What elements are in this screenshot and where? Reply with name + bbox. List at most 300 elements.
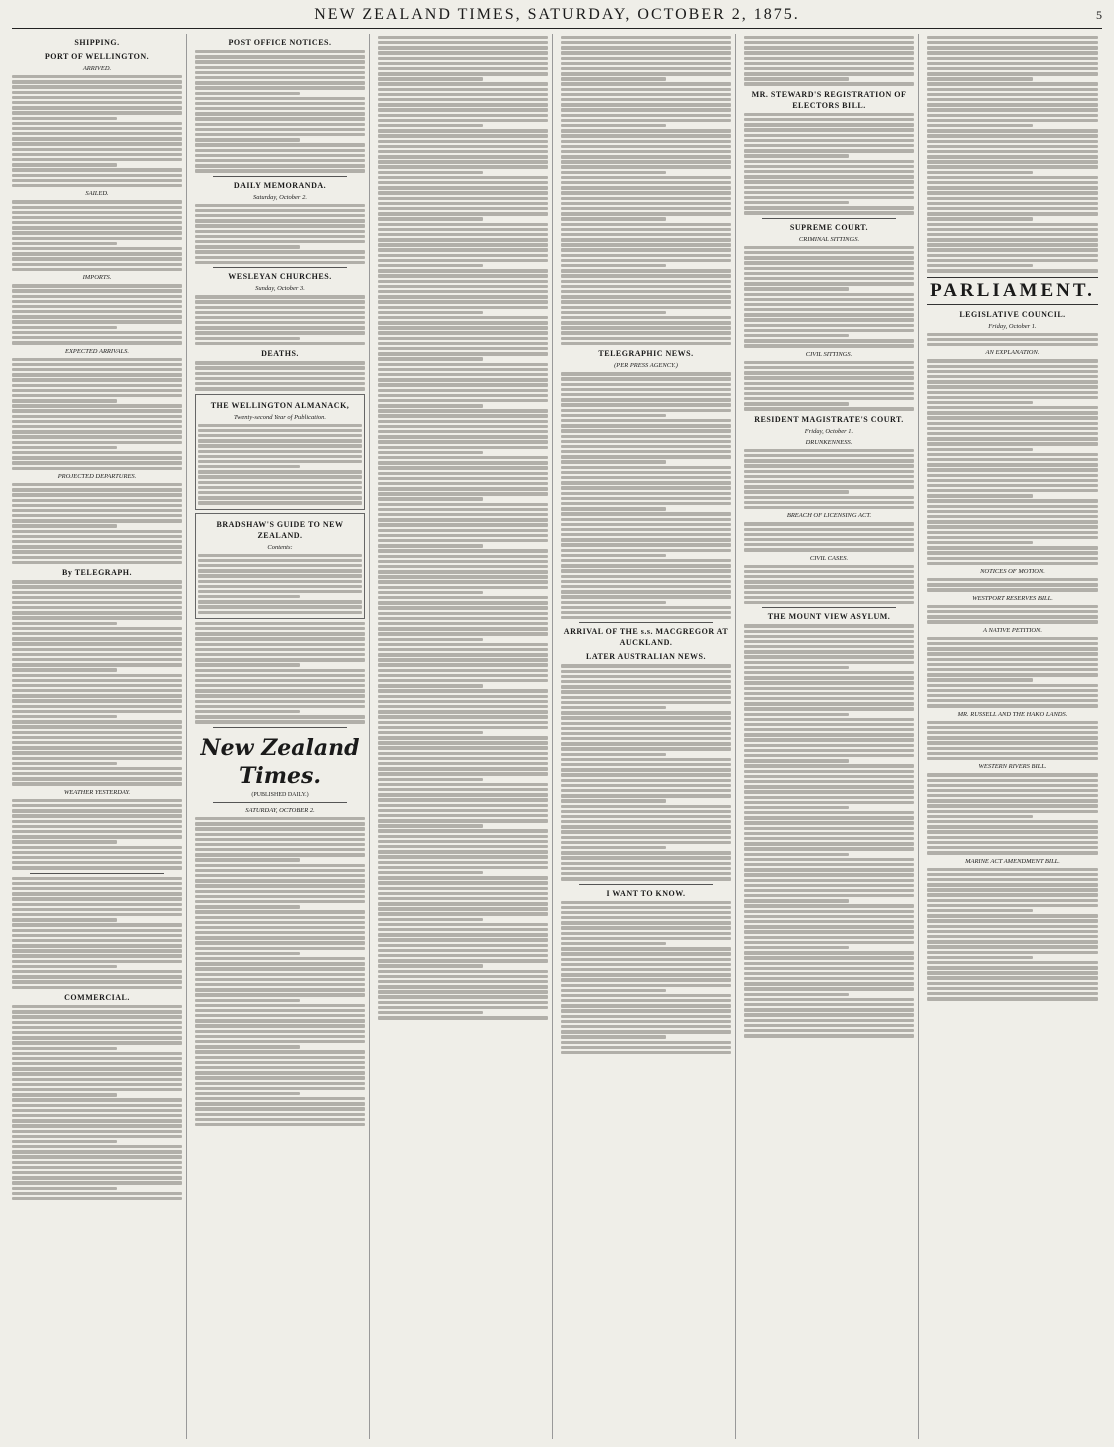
text-line — [378, 440, 548, 443]
text-line — [195, 50, 365, 53]
text-line — [744, 256, 914, 259]
text-line — [927, 741, 1098, 744]
text-line — [744, 998, 914, 1001]
text-line — [561, 569, 731, 572]
text-line — [195, 1024, 365, 1027]
text-line — [378, 51, 548, 54]
text-line — [12, 767, 182, 770]
text-line — [744, 728, 914, 731]
column-heading: SHIPPING. — [74, 38, 120, 47]
text-line — [561, 424, 731, 427]
text-line — [744, 650, 914, 653]
text-line — [744, 490, 849, 493]
text-line — [195, 1076, 365, 1079]
text-line — [561, 543, 731, 546]
text-line — [195, 926, 365, 929]
text-line — [12, 856, 182, 859]
text-line — [195, 245, 300, 248]
text-line — [12, 117, 117, 120]
text-line — [561, 554, 666, 557]
text-line — [744, 77, 849, 80]
text-line — [195, 884, 365, 887]
text-line — [378, 207, 548, 210]
text-line — [561, 383, 731, 386]
text-line — [378, 497, 483, 500]
column-4 — [561, 34, 736, 1439]
text-line — [12, 226, 182, 229]
text-line — [12, 289, 182, 292]
text-line — [378, 881, 548, 884]
illegible-body-text — [927, 578, 1098, 592]
text-line — [195, 848, 365, 851]
text-line — [198, 481, 362, 484]
text-line — [744, 749, 914, 752]
text-line — [378, 705, 548, 708]
text-line — [927, 888, 1098, 891]
text-line — [927, 883, 1098, 886]
text-line — [561, 176, 731, 179]
text-line — [927, 971, 1098, 974]
illegible-body-text — [198, 554, 362, 614]
text-line — [378, 72, 548, 75]
text-line — [198, 450, 362, 453]
text-line — [927, 899, 1098, 902]
text-line — [12, 305, 182, 308]
text-line — [744, 339, 914, 342]
text-line — [561, 150, 731, 153]
text-line — [927, 893, 1098, 896]
text-line — [12, 158, 182, 161]
text-line — [378, 337, 548, 340]
text-line — [561, 57, 731, 60]
text-line — [744, 806, 849, 809]
text-line — [744, 770, 914, 773]
text-line — [561, 701, 731, 704]
text-line — [927, 699, 1098, 702]
text-line — [744, 972, 914, 975]
text-line — [12, 221, 182, 224]
text-line — [744, 459, 914, 462]
text-line — [561, 306, 731, 309]
text-line — [378, 425, 548, 428]
text-line — [744, 733, 914, 736]
text-line — [927, 610, 1098, 613]
text-line — [378, 155, 548, 158]
text-line — [927, 62, 1098, 65]
column-5 — [744, 34, 919, 1439]
text-line — [12, 851, 182, 854]
text-line — [378, 814, 548, 817]
column-subhead: BREACH OF LICENSING ACT. — [786, 512, 872, 520]
text-line — [195, 128, 365, 131]
text-line — [561, 155, 731, 158]
text-line — [927, 238, 1098, 241]
text-line — [12, 1187, 117, 1190]
text-line — [378, 596, 548, 599]
illegible-body-text — [744, 113, 914, 215]
text-line — [378, 715, 548, 718]
column-subhead: AN EXPLANATION. — [985, 349, 1040, 357]
text-line — [561, 140, 731, 143]
text-line — [561, 228, 731, 231]
illegible-body-text — [195, 204, 365, 264]
text-line — [744, 842, 914, 845]
text-line — [927, 578, 1098, 581]
text-line — [561, 978, 731, 981]
text-line — [744, 144, 914, 147]
text-line — [378, 342, 548, 345]
text-line — [378, 700, 548, 703]
text-line — [195, 978, 365, 981]
text-line — [561, 274, 731, 277]
text-line — [378, 907, 548, 910]
text-line — [561, 1009, 731, 1012]
text-line — [561, 103, 731, 106]
text-line — [195, 1061, 365, 1064]
text-line — [927, 228, 1098, 231]
text-line — [378, 461, 548, 464]
illegible-body-text — [927, 36, 1098, 273]
text-line — [744, 811, 914, 814]
text-line — [744, 1029, 914, 1032]
text-line — [195, 684, 365, 687]
text-line — [12, 535, 182, 538]
text-line — [561, 799, 666, 802]
text-line — [12, 556, 182, 559]
text-line — [744, 246, 914, 249]
text-line — [12, 689, 182, 692]
text-line — [561, 830, 731, 833]
text-line — [561, 108, 731, 111]
text-line — [744, 884, 914, 887]
text-line — [561, 51, 731, 54]
text-line — [378, 523, 548, 526]
text-line — [927, 124, 1033, 127]
text-line — [744, 387, 914, 390]
text-line — [378, 150, 548, 153]
text-line — [561, 872, 731, 875]
text-line — [561, 450, 731, 453]
text-line — [561, 533, 731, 536]
text-line — [378, 160, 548, 163]
text-line — [561, 911, 731, 914]
text-line — [12, 804, 182, 807]
text-line — [744, 272, 914, 275]
text-line — [378, 77, 483, 80]
text-line — [744, 801, 914, 804]
text-line — [744, 744, 914, 747]
text-line — [744, 1034, 914, 1037]
text-line — [195, 387, 365, 390]
text-line — [12, 132, 182, 135]
illegible-body-text — [195, 295, 365, 345]
text-line — [744, 681, 914, 684]
text-line — [927, 620, 1098, 623]
text-line — [12, 284, 182, 287]
text-line — [561, 836, 731, 839]
text-line — [378, 259, 548, 262]
text-line — [927, 259, 1098, 262]
text-line — [378, 191, 548, 194]
text-line — [927, 520, 1098, 523]
text-line — [378, 902, 548, 905]
text-line — [12, 725, 182, 728]
text-line — [378, 274, 548, 277]
text-line — [744, 601, 914, 604]
ad-subhead: Contents: — [267, 543, 293, 551]
column-subhead: (PER PRESS AGENCY.) — [614, 362, 678, 370]
text-line — [561, 290, 731, 293]
text-line — [198, 569, 362, 572]
text-line — [561, 212, 731, 215]
column-2 — [195, 34, 370, 1439]
text-line — [378, 430, 548, 433]
text-line — [744, 548, 914, 551]
text-line — [12, 499, 182, 502]
text-line — [195, 1019, 365, 1022]
text-line — [195, 316, 365, 319]
text-line — [927, 171, 1033, 174]
text-line — [12, 1150, 182, 1153]
text-line — [378, 695, 548, 698]
text-line — [927, 536, 1098, 539]
text-line — [927, 851, 1098, 854]
text-line — [561, 259, 731, 262]
text-line — [195, 342, 365, 345]
text-line — [561, 805, 731, 808]
text-line — [927, 448, 1033, 451]
text-line — [198, 590, 362, 593]
text-line — [744, 1013, 914, 1016]
illegible-body-text — [12, 483, 182, 564]
text-line — [561, 398, 731, 401]
text-line — [927, 333, 1098, 336]
text-line — [561, 1004, 731, 1007]
text-line — [744, 962, 914, 965]
text-line — [744, 697, 914, 700]
text-line — [195, 864, 365, 867]
text-line — [927, 966, 1098, 969]
text-line — [195, 214, 365, 217]
text-line — [195, 55, 365, 58]
text-line — [378, 404, 483, 407]
text-line — [12, 1021, 182, 1024]
text-line — [378, 233, 548, 236]
text-line — [561, 989, 666, 992]
text-line — [12, 1031, 182, 1034]
text-line — [12, 315, 182, 318]
text-line — [927, 269, 1098, 272]
text-line — [378, 331, 548, 334]
text-line — [195, 1113, 365, 1116]
text-line — [378, 503, 548, 506]
text-line — [12, 252, 182, 255]
text-line — [561, 403, 731, 406]
text-line — [378, 622, 548, 625]
text-line — [561, 963, 731, 966]
text-line — [927, 67, 1098, 70]
text-line — [927, 401, 1033, 404]
text-line — [561, 114, 731, 117]
text-line — [12, 710, 182, 713]
text-line — [744, 671, 914, 674]
text-line — [378, 456, 548, 459]
text-line — [378, 129, 548, 132]
text-line — [195, 326, 365, 329]
text-line — [927, 956, 1033, 959]
text-line — [561, 906, 731, 909]
text-line — [12, 1181, 182, 1184]
text-line — [12, 231, 182, 234]
text-line — [927, 773, 1098, 776]
text-line — [12, 524, 117, 527]
text-line — [378, 420, 548, 423]
text-line — [195, 973, 365, 976]
text-line — [12, 814, 182, 817]
text-line — [744, 821, 914, 824]
text-line — [378, 772, 548, 775]
text-line — [12, 1057, 182, 1060]
text-line — [195, 1040, 365, 1043]
text-line — [927, 663, 1098, 666]
text-line — [744, 543, 914, 546]
text-line — [12, 184, 182, 187]
text-line — [12, 585, 182, 588]
text-line — [378, 980, 548, 983]
text-line — [927, 909, 1033, 912]
text-line — [198, 600, 362, 603]
text-line — [12, 830, 182, 833]
text-line — [561, 994, 731, 997]
text-line — [561, 1020, 731, 1023]
text-line — [744, 565, 914, 568]
text-line — [378, 124, 483, 127]
text-line — [12, 1114, 182, 1117]
text-line — [378, 643, 548, 646]
text-line — [195, 941, 365, 944]
illegible-body-text — [744, 449, 914, 509]
text-line — [561, 590, 731, 593]
text-line — [561, 414, 666, 417]
text-line — [195, 705, 365, 708]
text-line — [12, 965, 117, 968]
text-line — [744, 692, 914, 695]
text-line — [927, 98, 1098, 101]
text-line — [744, 382, 914, 385]
text-line — [12, 435, 182, 438]
text-line — [378, 492, 548, 495]
text-line — [195, 306, 365, 309]
text-line — [378, 638, 483, 641]
text-line — [927, 678, 1033, 681]
text-line — [195, 895, 365, 898]
illegible-body-text — [12, 358, 182, 470]
text-line — [12, 975, 182, 978]
text-line — [744, 707, 914, 710]
text-line — [12, 174, 182, 177]
text-line — [12, 373, 182, 376]
text-line — [12, 263, 182, 266]
text-line — [378, 663, 548, 666]
text-line — [378, 202, 548, 205]
text-line — [561, 440, 731, 443]
illegible-body-text — [12, 799, 182, 870]
text-line — [378, 508, 548, 511]
text-line — [561, 685, 731, 688]
text-line — [744, 149, 914, 152]
text-line — [744, 640, 914, 643]
text-line — [195, 235, 365, 238]
text-line — [12, 772, 182, 775]
column-subhead: CIVIL CASES. — [809, 554, 849, 562]
text-line — [378, 62, 548, 65]
text-line — [195, 900, 365, 903]
text-line — [744, 134, 914, 137]
text-line — [561, 497, 731, 500]
text-line — [744, 764, 914, 767]
text-line — [744, 501, 914, 504]
text-line — [195, 1118, 365, 1121]
text-line — [378, 990, 548, 993]
text-line — [561, 393, 731, 396]
text-line — [561, 238, 731, 241]
illegible-body-text — [12, 580, 182, 786]
text-line — [378, 477, 548, 480]
text-line — [198, 554, 362, 557]
text-line — [12, 731, 182, 734]
text-line — [195, 66, 365, 69]
text-line — [561, 664, 731, 667]
text-line — [927, 82, 1098, 85]
text-line — [378, 570, 548, 573]
text-line — [744, 759, 849, 762]
text-line — [744, 858, 914, 861]
column-subhead: Friday, October 1. — [988, 322, 1037, 330]
text-line — [561, 675, 731, 678]
text-line — [12, 1130, 182, 1133]
text-line — [195, 1030, 365, 1033]
text-line — [12, 1052, 182, 1055]
column-subhead: NOTICES OF MOTION. — [980, 568, 1045, 576]
text-line — [927, 484, 1098, 487]
text-line — [198, 486, 362, 489]
text-line — [12, 80, 182, 83]
text-line — [12, 142, 182, 145]
column-heading: ARRIVAL OF THE s.s. MACGREGOR AT AUCKLAND. — [563, 627, 729, 648]
ad-heading: THE WELLINGTON ALMANACK, — [210, 400, 350, 410]
text-line — [744, 123, 914, 126]
text-line — [378, 280, 548, 283]
column-subhead: ARRIVED. — [82, 65, 112, 72]
text-line — [744, 946, 849, 949]
text-line — [378, 248, 548, 251]
masthead-title: NEW ZEALAND TIMES, SATURDAY, OCTOBER 2, 1875. — [314, 6, 800, 23]
text-line — [195, 843, 365, 846]
text-line — [12, 861, 182, 864]
text-line — [378, 726, 548, 729]
text-line — [927, 207, 1098, 210]
text-line — [561, 999, 731, 1002]
text-line — [378, 165, 548, 168]
text-line — [561, 794, 731, 797]
illegible-body-text — [378, 36, 548, 1020]
column-subhead: SAILED. — [85, 190, 109, 198]
text-line — [561, 1030, 731, 1033]
text-line — [561, 727, 731, 730]
text-line — [195, 372, 365, 375]
text-line — [195, 962, 365, 965]
text-line — [561, 1015, 731, 1018]
